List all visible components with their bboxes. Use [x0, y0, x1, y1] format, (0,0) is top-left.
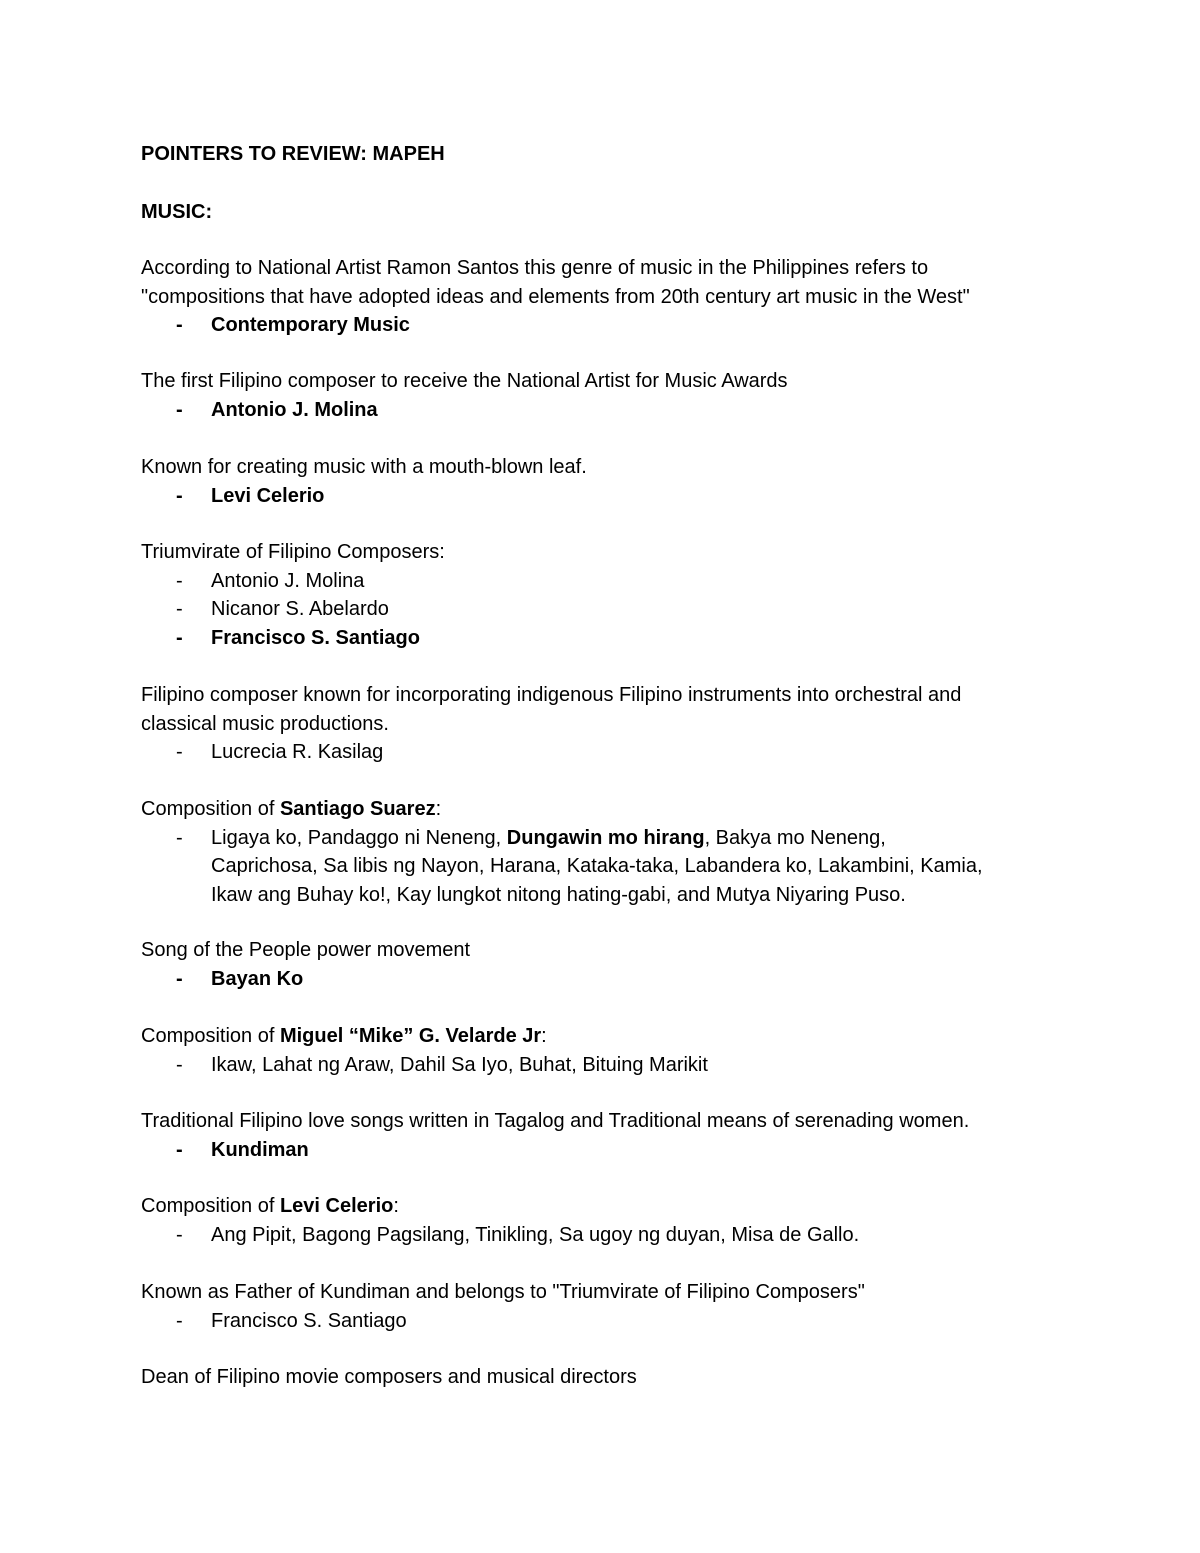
dash-bullet: -	[176, 598, 183, 620]
dash-bullet: -	[176, 484, 183, 507]
dash-bullet: -	[176, 967, 183, 990]
answer-text: , Bakya mo Neneng,	[704, 826, 886, 849]
question-line: Filipino composer known for incorporating indigenous Filipino instruments into orchestral and	[141, 684, 962, 706]
question-line: The first Filipino composer to receive the National Artist for Music Awards	[141, 370, 788, 392]
section-heading-music: MUSIC:	[141, 201, 213, 223]
question-santiago-suarez	[141, 795, 1061, 909]
question-indigenous-instruments	[141, 681, 1061, 767]
question-line: Song of the People power movement	[141, 939, 471, 961]
dash-bullet: -	[176, 1053, 183, 1076]
question-suffix: :	[435, 798, 442, 820]
question-line: Triumvirate of Filipino Composers:	[141, 541, 445, 563]
dash-bullet: -	[176, 398, 183, 421]
answer-text: Francisco S. Santiago	[211, 1309, 407, 1332]
question-line: "compositions that have adopted ideas and elements from 20th century art music in the West"	[141, 285, 970, 308]
question-father-of-kundiman	[141, 1278, 1061, 1335]
composer-name: Santiago Suarez	[279, 798, 436, 820]
answer-text: Bayan Ko	[211, 967, 304, 990]
question-prefix: Composition of	[141, 798, 280, 820]
dash-bullet: -	[176, 1309, 183, 1332]
question-prefix: Composition of	[141, 1195, 280, 1217]
question-dean-movie-composers	[141, 1363, 1061, 1392]
answer-text: Contemporary Music	[211, 314, 410, 336]
answer-item	[141, 1136, 1061, 1165]
question-line: According to National Artist Ramon Santos this genre of music in the Philippines refers to	[141, 257, 929, 279]
question-line	[141, 1192, 1061, 1221]
answer-text: Caprichosa, Sa libis ng Nayon, Harana, Kataka-taka, Labandera ko, Lakambini, Kamia,	[211, 855, 983, 877]
answer-item	[141, 595, 1061, 624]
question-mike-velarde	[141, 1022, 1061, 1079]
question-suffix: :	[541, 1025, 547, 1047]
question-line	[141, 795, 1061, 824]
answer-item	[141, 624, 1061, 653]
dash-bullet: -	[176, 741, 183, 763]
dash-bullet: -	[176, 314, 183, 336]
question-line: Known for creating music with a mouth-blown leaf.	[141, 456, 587, 478]
document-title: POINTERS TO REVIEW: MAPEH	[141, 143, 445, 165]
answer-item	[141, 824, 1061, 910]
question-kundiman	[141, 1107, 1061, 1164]
answer-text: Ang Pipit, Bagong Pagsilang, Tinikling, Sa ugoy ng duyan, Misa de Gallo.	[211, 1223, 860, 1246]
question-contemporary-music	[141, 254, 1061, 340]
answer-text: Ikaw, Lahat ng Araw, Dahil Sa Iyo, Buhat, Bituing Marikit	[211, 1053, 708, 1076]
question-line: Dean of Filipino movie composers and musical directors	[141, 1366, 637, 1388]
answer-text: Francisco S. Santiago	[211, 626, 420, 649]
question-mouth-blown-leaf	[141, 453, 1061, 510]
answer-item	[141, 1051, 1061, 1080]
dash-bullet: -	[176, 826, 183, 849]
question-first-national-artist	[141, 367, 1061, 424]
answer-item	[141, 567, 1061, 596]
answer-item	[141, 311, 1061, 340]
question-people-power	[141, 936, 1061, 993]
answer-text: Kundiman	[211, 1138, 309, 1161]
question-prefix: Composition of	[141, 1025, 280, 1047]
answer-highlight: Dungawin mo hirang	[506, 826, 705, 849]
answer-item	[141, 396, 1061, 425]
answer-text: Ikaw ang Buhay ko!, Kay lungkot nitong hating-gabi, and Mutya Niyaring Puso.	[211, 883, 906, 906]
answer-item	[141, 965, 1061, 994]
answer-text: Ligaya ko, Pandaggo ni Neneng,	[211, 826, 507, 849]
dash-bullet: -	[176, 626, 183, 649]
composer-name: Miguel “Mike” G. Velarde Jr	[279, 1025, 542, 1047]
answer-item	[141, 1307, 1061, 1336]
question-suffix: :	[393, 1195, 399, 1217]
question-triumvirate	[141, 538, 1061, 652]
dash-bullet: -	[176, 1138, 183, 1161]
answer-text: Nicanor S. Abelardo	[211, 598, 389, 620]
dash-bullet: -	[176, 1223, 183, 1246]
question-line: classical music productions.	[141, 712, 389, 735]
question-line: Traditional Filipino love songs written in Tagalog and Traditional means of serenading women.	[141, 1110, 970, 1132]
answer-text: Antonio J. Molina	[211, 398, 378, 421]
composer-name: Levi Celerio	[279, 1195, 394, 1217]
answer-text: Antonio J. Molina	[211, 569, 365, 592]
answer-text: Lucrecia R. Kasilag	[211, 741, 384, 763]
question-levi-celerio-compositions	[141, 1192, 1061, 1249]
question-line	[141, 1022, 1061, 1051]
answer-text: Levi Celerio	[211, 484, 325, 507]
dash-bullet: -	[176, 569, 183, 592]
question-line: Known as Father of Kundiman and belongs to "Triumvirate of Filipino Composers"	[141, 1281, 865, 1303]
answer-item	[141, 1221, 1061, 1250]
answer-item	[141, 482, 1061, 511]
answer-item	[141, 738, 1061, 767]
